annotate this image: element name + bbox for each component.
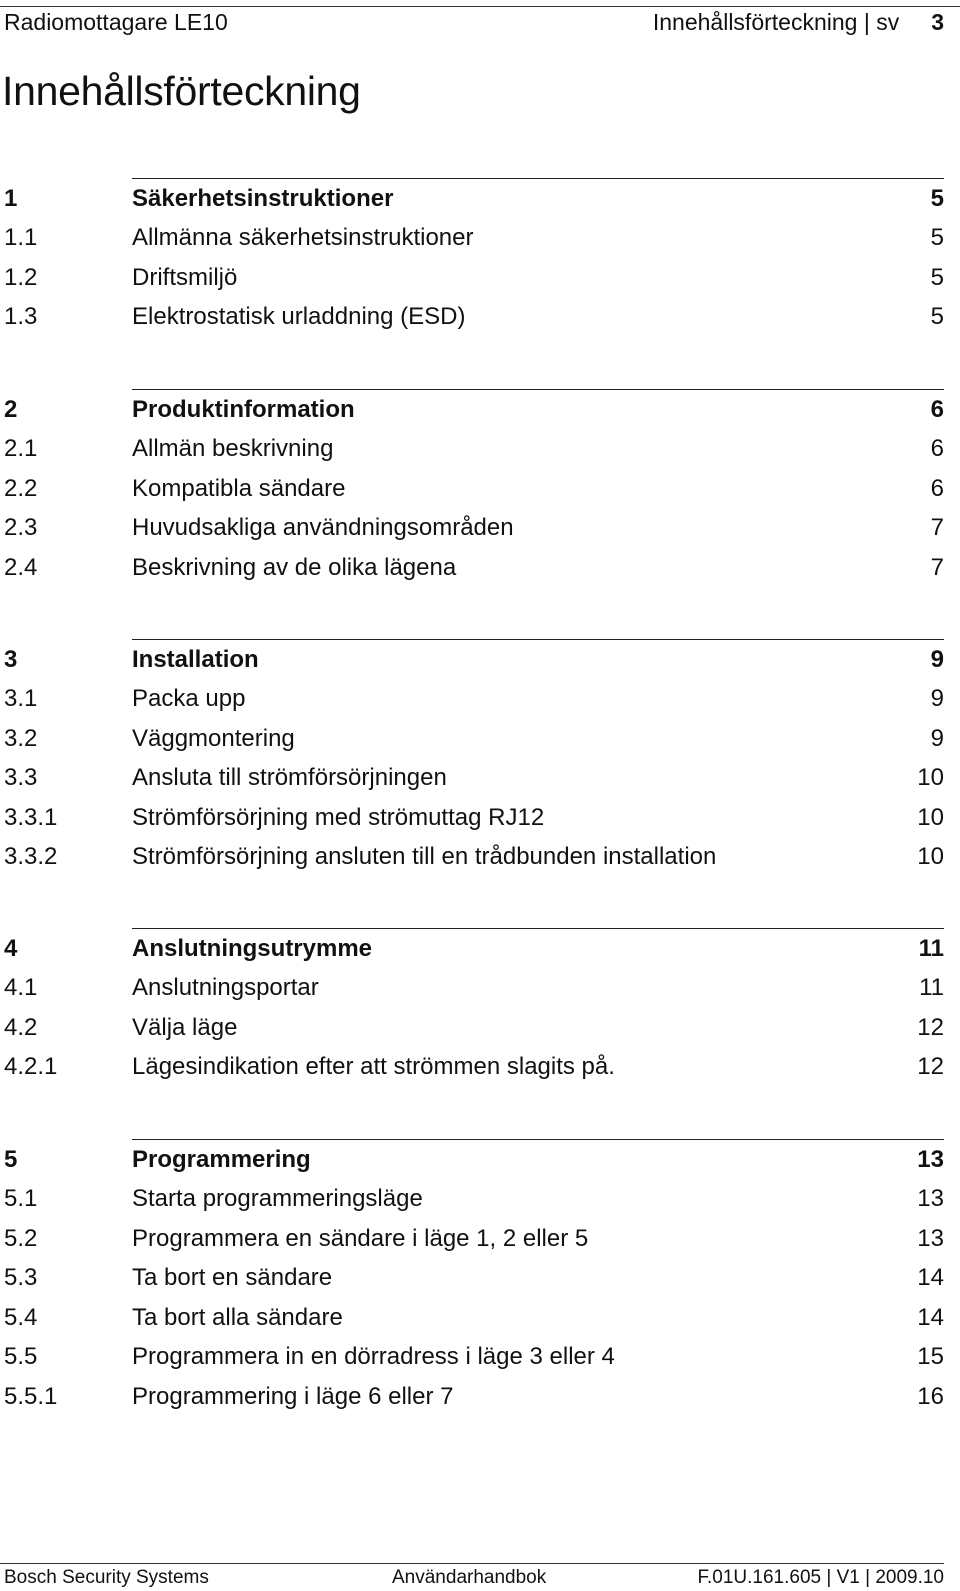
toc-title: Starta programmeringsläge [132, 1185, 423, 1213]
toc-number: 2.4 [4, 553, 38, 581]
toc-number: 1.1 [4, 224, 38, 252]
toc-section-1 [0, 178, 944, 337]
footer-rule [0, 1563, 944, 1564]
page-title: Innehållsförteckning [2, 68, 361, 114]
toc-title: Programmering i läge 6 eller 7 [132, 1382, 454, 1410]
toc-item[interactable] [0, 680, 944, 720]
toc-number: 4.2 [4, 1013, 38, 1041]
toc-item[interactable] [0, 1298, 944, 1338]
toc-title: Säkerhetsinstruktioner [132, 184, 394, 212]
toc-page: 13 [917, 1185, 944, 1213]
toc-number: 1.2 [4, 263, 38, 291]
toc-item[interactable] [0, 509, 944, 549]
toc-title: Strömförsörjning ansluten till en trådbunden installation [132, 843, 717, 871]
header-section-label: Innehållsförteckning | sv [652, 9, 900, 35]
toc-number: 3 [4, 645, 18, 673]
toc-title: Produktinformation [132, 395, 355, 423]
toc-page: 9 [930, 645, 944, 673]
toc-title: Driftsmiljö [132, 263, 238, 291]
toc-title: Packa upp [132, 685, 246, 713]
toc-page: 11 [918, 934, 944, 962]
toc-chapter[interactable] [0, 390, 944, 430]
toc-page: 14 [917, 1303, 944, 1331]
toc-section-4 [0, 928, 944, 1087]
toc-page: 5 [930, 184, 944, 212]
toc-number: 5.5 [4, 1343, 38, 1371]
toc-item[interactable] [0, 1219, 944, 1259]
toc-number: 5 [4, 1145, 18, 1173]
toc-page: 13 [917, 1145, 944, 1173]
toc-number: 3.2 [4, 724, 38, 752]
toc-number: 5.5.1 [4, 1382, 58, 1410]
toc-page: 9 [930, 724, 944, 752]
toc-item[interactable] [0, 719, 944, 759]
toc-section-2 [0, 389, 944, 588]
toc-number: 3.1 [4, 685, 38, 713]
toc-page: 10 [917, 803, 944, 831]
toc-title: Allmänna säkerhetsinstruktioner [132, 224, 474, 252]
toc-chapter[interactable] [0, 1140, 944, 1180]
toc-title: Programmera en sändare i läge 1, 2 eller 5 [132, 1224, 589, 1252]
toc-page: 6 [930, 395, 944, 423]
toc-item[interactable] [0, 759, 944, 799]
toc-page: 6 [930, 435, 944, 463]
toc-number: 5.3 [4, 1264, 38, 1292]
toc-number: 4.1 [4, 974, 38, 1002]
toc-item[interactable] [0, 798, 944, 838]
toc-item[interactable] [0, 1008, 944, 1048]
toc-item[interactable] [0, 469, 944, 509]
toc-item[interactable] [0, 1048, 944, 1088]
toc-title: Anslutningsutrymme [132, 934, 373, 962]
toc-title: Huvudsakliga användningsområden [132, 514, 514, 542]
toc-number: 3.3.2 [4, 843, 58, 871]
toc-title: Ta bort alla sändare [132, 1303, 343, 1331]
toc-title: Programmera in en dörradress i läge 3 eller 4 [132, 1343, 615, 1371]
toc-number: 2.1 [4, 435, 38, 463]
toc-title: Strömförsörjning med strömuttag RJ12 [132, 803, 545, 831]
toc-number: 2.2 [4, 474, 38, 502]
toc-section-3 [0, 639, 944, 877]
toc-chapter[interactable] [0, 640, 944, 680]
toc-title: Allmän beskrivning [132, 435, 334, 463]
toc-chapter[interactable] [0, 929, 944, 969]
toc-title: Lägesindikation efter att strömmen slagits på. [132, 1053, 615, 1081]
toc-title: Ta bort en sändare [132, 1264, 333, 1292]
toc-number: 2 [4, 395, 18, 423]
toc-item[interactable] [0, 548, 944, 588]
toc-page: 15 [917, 1343, 944, 1371]
toc-item[interactable] [0, 1338, 944, 1378]
toc-item[interactable] [0, 219, 944, 259]
toc-item[interactable] [0, 258, 944, 298]
toc-number: 1.3 [4, 303, 38, 331]
toc-title: Elektrostatisk urladdning (ESD) [132, 303, 466, 331]
toc-page: 11 [919, 974, 944, 1002]
toc-page: 16 [917, 1382, 944, 1410]
toc-title: Anslutningsportar [132, 974, 319, 1002]
toc-number: 3.3 [4, 764, 38, 792]
toc-section-5 [0, 1139, 944, 1417]
header-rule [0, 6, 960, 7]
toc-number: 4.2.1 [4, 1053, 58, 1081]
toc-chapter[interactable] [0, 179, 944, 219]
toc-number: 4 [4, 934, 18, 962]
toc-title: Välja läge [132, 1013, 238, 1041]
header-page-number: 3 [931, 9, 944, 35]
toc-page: 13 [917, 1224, 944, 1252]
toc-item[interactable] [0, 969, 944, 1009]
toc-page: 6 [930, 474, 944, 502]
footer-doc-id: F.01U.161.605 | V1 | 2009.10 [697, 1567, 944, 1588]
toc-item[interactable] [0, 1180, 944, 1220]
toc-page: 12 [917, 1013, 944, 1041]
toc-number: 3.3.1 [4, 803, 58, 831]
toc-title: Programmering [132, 1145, 311, 1173]
toc-number: 1 [4, 184, 18, 212]
toc-title: Väggmontering [132, 724, 295, 752]
toc-title: Installation [132, 645, 259, 673]
toc-number: 5.2 [4, 1224, 38, 1252]
toc-number: 5.1 [4, 1185, 38, 1213]
toc-item[interactable] [0, 1377, 944, 1417]
toc-item[interactable] [0, 838, 944, 878]
toc-page: 7 [930, 553, 944, 581]
toc-page: 5 [930, 303, 944, 331]
toc-page: 5 [930, 263, 944, 291]
toc-page: 10 [917, 764, 944, 792]
toc-page: 5 [930, 224, 944, 252]
toc-number: 5.4 [4, 1303, 38, 1331]
toc-title: Ansluta till strömförsörjningen [132, 764, 447, 792]
toc-page: 14 [917, 1264, 944, 1292]
toc-page: 9 [930, 685, 944, 713]
toc-number: 2.3 [4, 514, 38, 542]
toc-item[interactable] [0, 1259, 944, 1299]
toc-title: Kompatibla sändare [132, 474, 346, 502]
toc-item[interactable] [0, 298, 944, 338]
toc-page: 12 [917, 1053, 944, 1081]
footer-doc-type: Användarhandbok [392, 1567, 547, 1588]
header-section [653, 8, 944, 36]
toc-item[interactable] [0, 430, 944, 470]
toc-title: Beskrivning av de olika lägena [132, 553, 457, 581]
toc-page: 7 [930, 514, 944, 542]
footer-company: Bosch Security Systems [4, 1567, 209, 1588]
toc-page: 10 [917, 843, 944, 871]
header-product: Radiomottagare LE10 [4, 9, 228, 35]
